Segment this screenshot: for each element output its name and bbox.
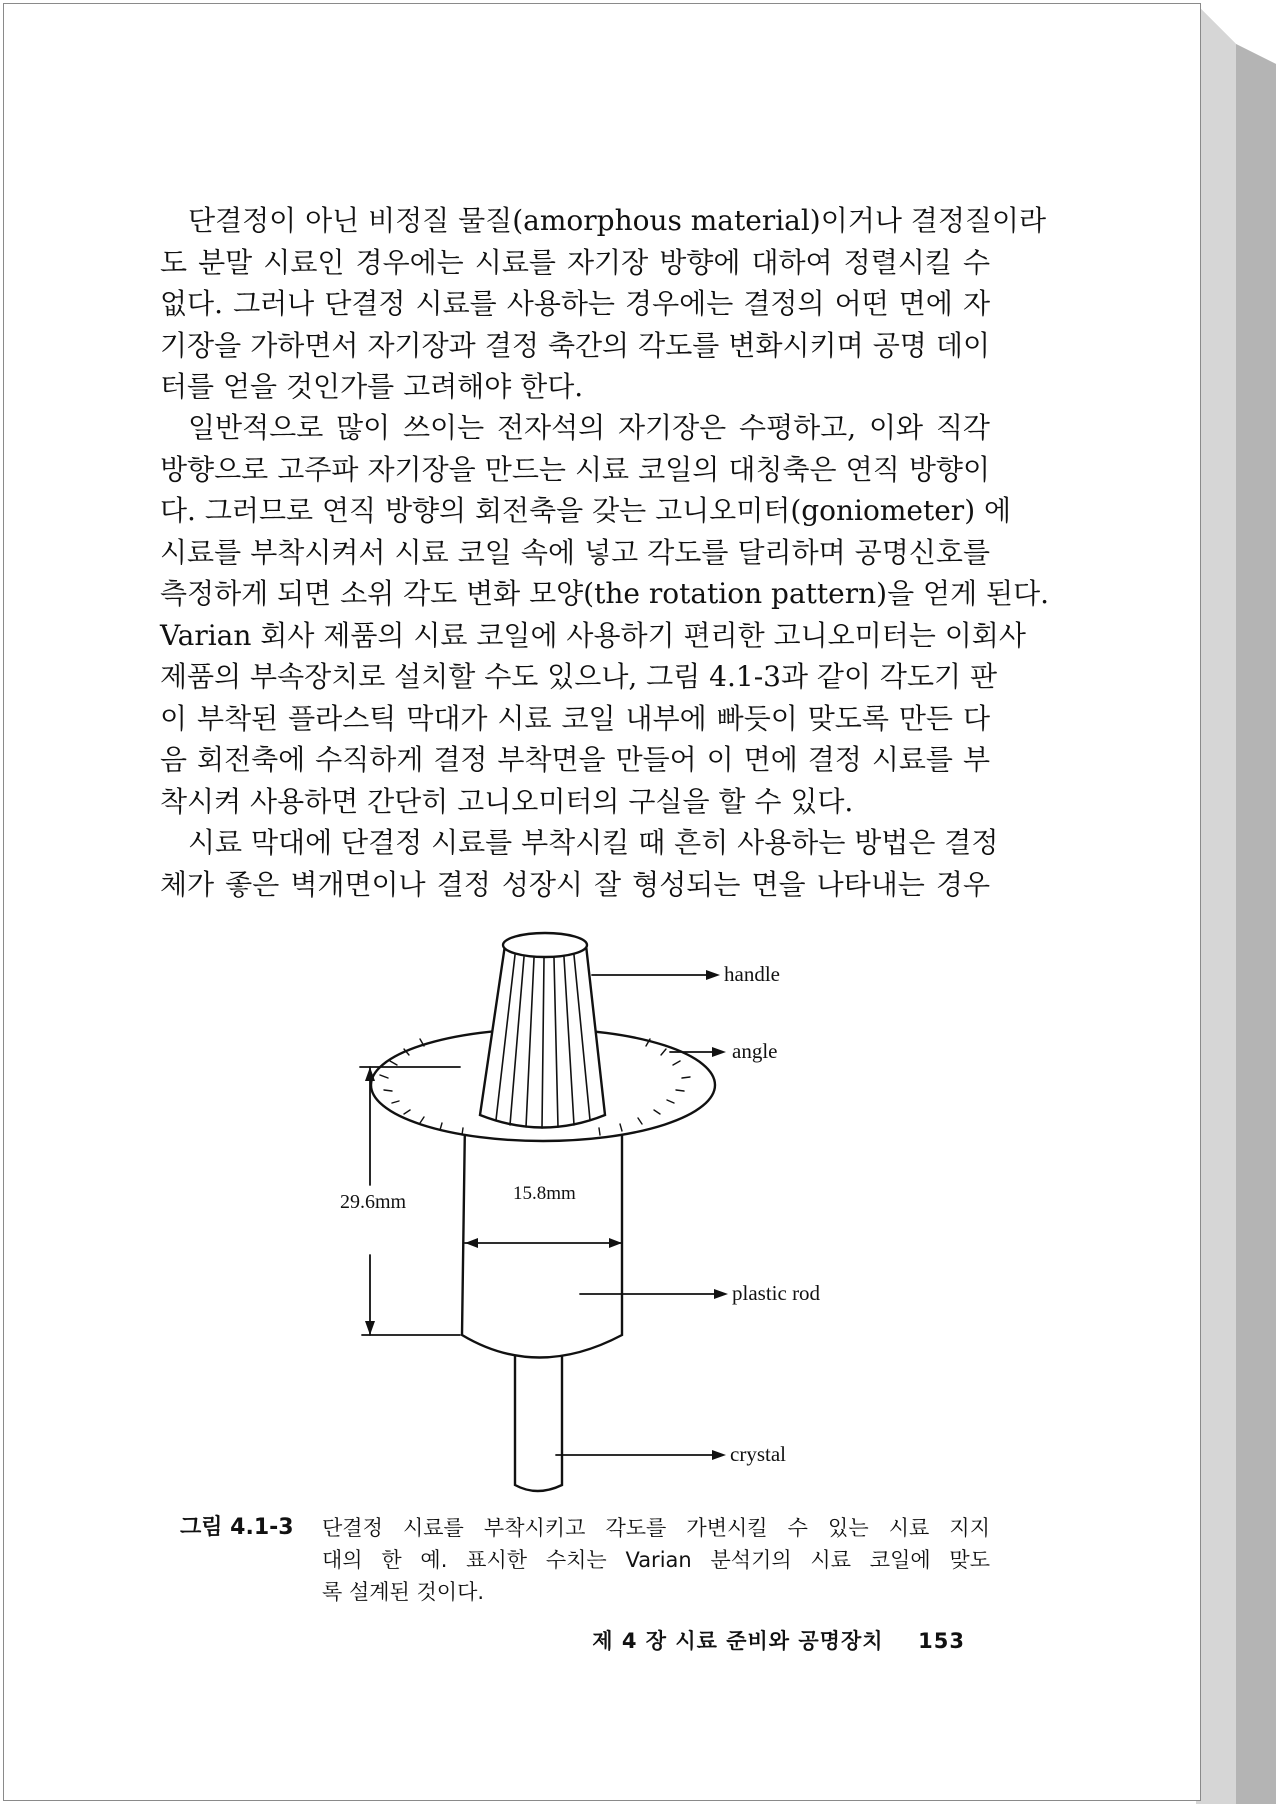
text-line: 방향으로 고주파 자기장을 만드는 시료 코일의 대칭축은 연직 방향이 <box>160 452 990 486</box>
diameter-dimension-label: 15.8mm <box>513 1183 576 1204</box>
plastic-rod-label: plastic rod <box>732 1281 821 1305</box>
text-line: 체가 좋은 벽개면이나 결정 성장시 잘 형성되는 면을 나타내는 경우 <box>160 867 990 901</box>
caption-number: 그림 4.1-3 <box>180 1515 294 1540</box>
page-footer <box>585 1625 965 1655</box>
caption-line: 록 설계된 것이다. <box>322 1580 485 1604</box>
plastic-rod <box>462 1120 622 1358</box>
crystal-label: crystal <box>730 1442 786 1466</box>
caption-line: 단결정 시료를 부착시키고 각도를 가변시킬 수 있는 시료 지지 <box>322 1516 990 1540</box>
text-line: 측정하게 되면 소위 각도 변화 모양(the rotation pattern)을 얻게 된다. <box>160 577 1050 610</box>
text-line: 기장을 가하면서 자기장과 결정 축간의 각도를 변화시키며 공명 데이 <box>160 328 990 362</box>
text-line: 음 회전축에 수직하게 결정 부착면을 만들어 이 면에 결정 시료를 부 <box>160 743 990 776</box>
text-line: 이 부착된 플라스틱 막대가 시료 코일 내부에 빠듯이 맞도록 만든 다 <box>160 701 990 735</box>
paragraph-3 <box>160 822 999 905</box>
text-line: 착시켜 사용하면 간단히 고니오미터의 구실을 할 수 있다. <box>160 784 854 818</box>
goniometer-figure <box>300 915 860 1505</box>
paragraph-1 <box>160 200 1047 408</box>
text-line: 터를 얻을 것인가를 고려해야 한다. <box>160 370 584 403</box>
chapter-title: 제 4 장 시료 준비와 공명장치 <box>592 1629 884 1653</box>
text-line: Varian 회사 제품의 시료 코일에 사용하기 편리한 고니오미터는 이회사 <box>160 618 1026 652</box>
text-line: 다. 그러므로 연직 방향의 회전축을 갖는 고니오미터(goniometer) 에 <box>160 494 1012 527</box>
angle-label: angle <box>732 1039 778 1063</box>
text-line: 제품의 부속장치로 설치할 수도 있으나, 그림 4.1-3과 같이 각도기 판 <box>160 660 998 693</box>
text-line: 단결정이 아닌 비정질 물질(amorphous material)이거나 결정질이라 <box>188 204 1047 237</box>
book-spine-edge <box>1196 4 1276 1804</box>
text-line: 일반적으로 많이 쓰이는 전자석의 자기장은 수평하고, 이와 직각 <box>188 411 990 444</box>
caption-line: 대의 한 예. 표시한 수치는 Varian 분석기의 시료 코일에 맞도 <box>322 1548 990 1572</box>
caption-text <box>322 1512 990 1608</box>
handle-label: handle <box>724 962 780 986</box>
crystal-rod <box>515 1355 562 1491</box>
height-dimension-label: 29.6mm <box>340 1191 407 1213</box>
text-line: 도 분말 시료인 경우에는 시료를 자기장 방향에 대하여 정렬시킬 수 <box>160 245 990 279</box>
text-line: 없다. 그러나 단결정 시료를 사용하는 경우에는 결정의 어떤 면에 자 <box>160 287 990 320</box>
page-number: 153 <box>918 1629 965 1653</box>
text-line: 시료를 부착시켜서 시료 코일 속에 넣고 각도를 달리하며 공명신호를 <box>160 535 990 569</box>
paragraph-2 <box>160 407 1050 822</box>
text-line: 시료 막대에 단결정 시료를 부착시킬 때 흔히 사용하는 방법은 결정 <box>188 826 999 859</box>
